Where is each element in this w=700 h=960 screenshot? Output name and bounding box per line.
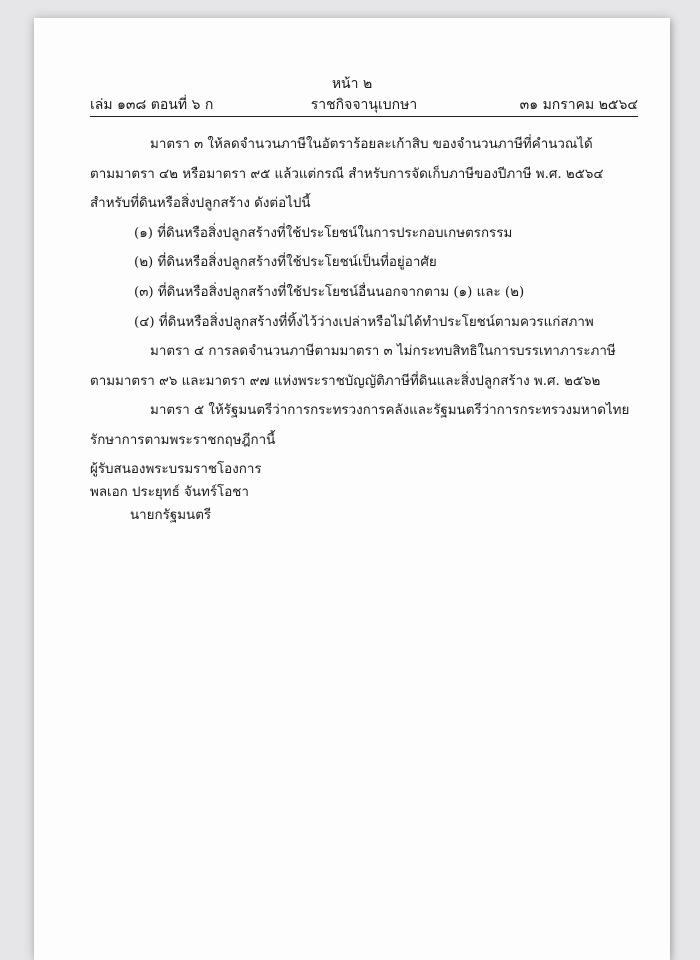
publication-date: ๓๑ มกราคม ๒๕๖๔	[519, 97, 638, 113]
section-3-line-2: ตามมาตรา ๔๒ หรือมาตรา ๙๕ แล้วแต่กรณี สำหรับการจัดเก็บภาษีของปีภาษี พ.ศ. ๒๕๖๔	[90, 166, 604, 182]
decree-body	[90, 130, 638, 456]
section-5-line-2: รักษาการตามพระราชกฤษฎีกานี้	[90, 432, 276, 448]
section-3-line-3: สำหรับที่ดินหรือสิ่งปลูกสร้าง ดังต่อไปนี้	[90, 196, 311, 212]
signature-block	[90, 458, 490, 527]
section-4-line-2: ตามมาตรา ๙๖ และมาตรา ๙๗ แห่งพระราชบัญญัติภาษีที่ดินและสิ่งปลูกสร้าง พ.ศ. ๒๕๖๒	[90, 373, 601, 389]
signatory-title: นายกรัฐมนตรี	[130, 508, 212, 523]
list-item-2: (๒) ที่ดินหรือสิ่งปลูกสร้างที่ใช้ประโยชน์เป็นที่อยู่อาศัย	[134, 255, 437, 271]
document-page	[34, 18, 670, 960]
countersign-label: ผู้รับสนองพระบรมราชโองการ	[90, 462, 262, 477]
publication-name: ราชกิจจานุเบกษา	[310, 97, 418, 113]
section-5-line-1: มาตรา ๕ ให้รัฐมนตรีว่าการกระทรวงการคลังและรัฐมนตรีว่าการกระทรวงมหาดไทย	[150, 403, 630, 419]
section-4-line-1: มาตรา ๔ การลดจำนวนภาษีตามมาตรา ๓ ไม่กระทบสิทธิในการบรรเทาภาระภาษี	[150, 344, 616, 360]
volume-issue: เล่ม ๑๓๘ ตอนที่ ๖ ก	[90, 97, 214, 113]
list-item-3: (๓) ที่ดินหรือสิ่งปลูกสร้างที่ใช้ประโยชน์อื่นนอกจากตาม (๑) และ (๒)	[134, 284, 525, 300]
section-3-line-1: มาตรา ๓ ให้ลดจำนวนภาษีในอัตราร้อยละเก้าสิบ ของจำนวนภาษีที่คำนวณได้	[150, 137, 593, 152]
signatory-name: พลเอก ประยุทธ์ จันทร์โอชา	[90, 485, 249, 500]
list-item-4: (๔) ที่ดินหรือสิ่งปลูกสร้างที่ทิ้งไว้ว่างเปล่าหรือไม่ได้ทำประโยชน์ตามควรแก่สภาพ	[134, 314, 594, 330]
gazette-header	[90, 94, 638, 117]
list-item-1: (๑) ที่ดินหรือสิ่งปลูกสร้างที่ใช้ประโยชน์ในการประกอบเกษตรกรรม	[134, 225, 513, 241]
page-number: หน้า ๒	[331, 76, 373, 92]
